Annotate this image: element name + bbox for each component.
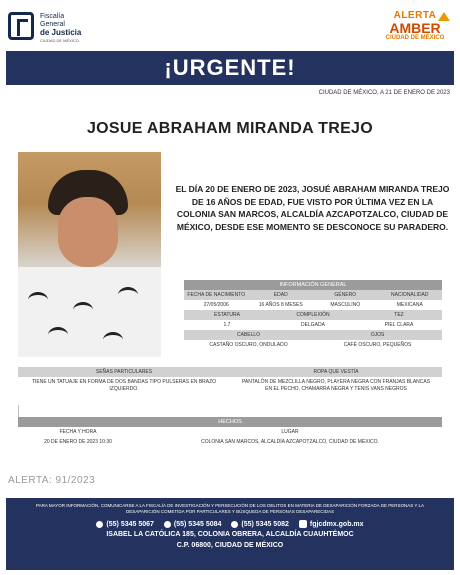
facebook-icon [299, 520, 307, 528]
org-line3: de Justicia [40, 28, 82, 37]
marks-value: TIENE UN TATUAJE EN FORMA DE DOS BANDAS TIPO PULSERAS EN BRAZO IZQUIERDO. [31, 379, 217, 392]
phone-contact[interactable]: (55) 5345 5082 [231, 521, 288, 528]
facts-date-label: FECHA Y HORA [59, 429, 97, 435]
org-line4: CIUDAD DE MÉXICO [40, 38, 79, 43]
amber-alert-logo [380, 10, 450, 48]
urgent-banner: ¡URGENTE! [6, 51, 454, 85]
general-info-table [184, 280, 442, 350]
amber-bottom: CIUDAD DE MÉXICO [385, 35, 445, 41]
marks-label: SEÑAS PARTICULARES [95, 369, 153, 375]
marks-table [18, 367, 442, 397]
clothing-label: ROPA QUE VESTÍA [313, 369, 359, 375]
org-line1: Fiscalía [40, 13, 65, 20]
footer [6, 498, 454, 570]
fgj-logo [8, 10, 98, 46]
address-line2: C.P. 06800, CIUDAD DE MÉXICO [176, 542, 284, 549]
facts-place-value: COLONIA SAN MARCOS, ALCALDÍA AZCAPOTZALCO, CIUDAD DE MÉXICO. [201, 439, 379, 445]
footer-legal: PARA MAYOR INFORMACIÓN, COMUNICARSE A LA FISCALÍA DE INVESTIGACIÓN Y PERSECUCIÓN DE LOS DELITOS EN MATERIA DE DESAPARICIÓN FORZADA DE PERSONAS Y LA DESAPARICIÓN COMETIDA POR PARTICULARES Y BÚSQUEDA DE PERSONAS DESAPARECIDAS [35, 503, 425, 514]
phone-icon [164, 521, 171, 528]
dateline: CIUDAD DE MÉXICO, A 21 DE ENERO DE 2023 [318, 90, 450, 96]
general-info-title: INFORMACIÓN GENERAL [184, 280, 442, 290]
facts-table [18, 417, 442, 447]
info-value-row: 1.7 DELGADA PIEL CLARA [184, 320, 442, 330]
amber-arrow-icon [438, 12, 450, 21]
facts-title: HECHOS [18, 417, 442, 427]
person-name: JOSUE ABRAHAM MIRANDA TREJO [86, 120, 374, 137]
clothing-value: PANTALÓN DE MEZCLILLA NEGRO, PLAYERA NEGRA CON FRANJAS BLANCAS EN EL PECHO, CHAMARRA NEGRA Y TENIS VANS NEGROS [241, 379, 431, 392]
alert-number: ALERTA: 91/2023 [8, 475, 96, 486]
info-value-row: CASTAÑO OSCURO, ONDULADO CAFÉ OSCURO, PEQUEÑOS [184, 340, 442, 350]
phone-contact[interactable]: (55) 5345 5084 [164, 521, 221, 528]
phone-contact[interactable]: (55) 5345 5067 [96, 521, 153, 528]
website-link[interactable]: fgjcdmx.gob.mx [299, 520, 364, 528]
contact-row [6, 520, 454, 528]
info-value-row: 27/05/2006 16 AÑOS 8 MESES MASCULINO MEXICANA [184, 300, 442, 310]
phone-icon [96, 521, 103, 528]
info-label-row: CABELLO OJOS [184, 330, 442, 340]
info-label-row: FECHA DE NACIMIENTO EDAD GÉNERO NACIONALIDAD [184, 290, 442, 300]
header [0, 0, 460, 52]
case-description: EL DÍA 20 DE ENERO DE 2023, JOSUÉ ABRAHAM MIRANDA TREJO DE 16 AÑOS DE EDAD, FUE VISTO POR ÚLTIMA VEZ EN LA COLONIA SAN MARCOS, ALCALDÍA AZCAPOTZALCO, CIUDAD DE MÉXICO, DESDE ESE MOMENTO SE DESCONOCE SU PARADERO. [175, 184, 450, 232]
facts-date-value: 20 DE ENERO DE 2023 10:30 [44, 439, 112, 445]
phone-icon [231, 521, 238, 528]
amber-mid: AMBER [389, 20, 441, 36]
info-label-row: ESTATURA COMPLEXIÓN TEZ [184, 310, 442, 320]
person-photo [18, 152, 161, 357]
facts-place-label: LUGAR [281, 429, 299, 435]
amber-top: ALERTA [393, 10, 437, 21]
org-line2: General [40, 21, 65, 28]
fgj-emblem-icon [8, 12, 34, 40]
address-line1: ISABEL LA CATÓLICA 185, COLONIA OBRERA, ALCALDÍA CUAUHTÉMOC [106, 531, 354, 538]
